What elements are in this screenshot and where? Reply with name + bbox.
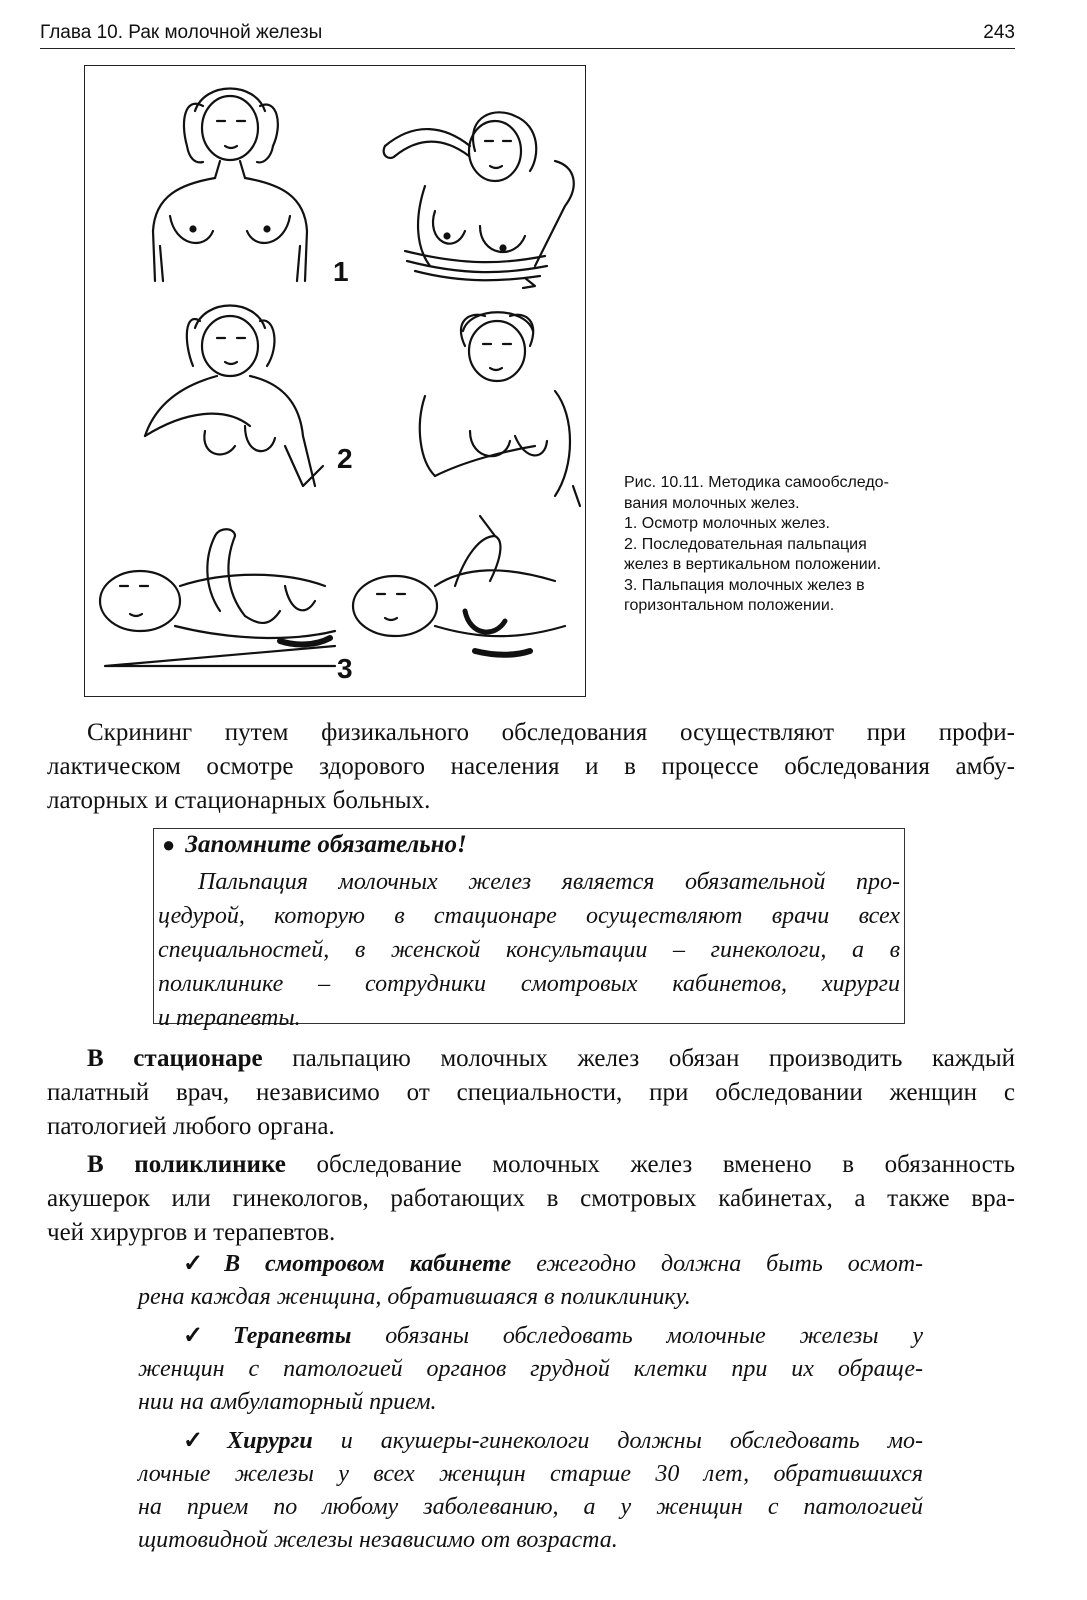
paragraph-hospital bbox=[47, 1042, 1015, 1144]
remember-title bbox=[162, 831, 467, 859]
lead-term: В смотровом кабинете bbox=[224, 1251, 512, 1277]
chapter-title: Глава 10. Рак молочной железы bbox=[40, 22, 323, 43]
checkmark-icon: ✓ bbox=[183, 1428, 226, 1454]
figure-label-3: 3 bbox=[337, 653, 353, 684]
text-fragment: ежегодно должна быть осмот- bbox=[511, 1251, 924, 1277]
text-line bbox=[138, 1425, 923, 1458]
caption-line: вания молочных желез. bbox=[624, 494, 800, 512]
figure-caption bbox=[624, 473, 994, 617]
text-line: акушерок или гинекологов, работающих в смотровых кабинетах, а также вра- bbox=[47, 1185, 1015, 1212]
text-line: и терапевты. bbox=[158, 1005, 301, 1031]
text-line: лочные железы у всех женщин старше 30 лет, обратившихся bbox=[138, 1461, 923, 1487]
text-line: нии на амбулаторный прием. bbox=[138, 1389, 437, 1415]
checklist-item bbox=[138, 1425, 923, 1557]
checkmark-icon: ✓ bbox=[183, 1251, 223, 1277]
text-line: рена каждая женщина, обратившаяся в поликлинику. bbox=[138, 1284, 691, 1310]
lead-term: Терапевты bbox=[232, 1323, 352, 1349]
text-fragment: и акушеры-гинекологи должны обследовать мо- bbox=[312, 1428, 923, 1454]
lead-term: Хирурги bbox=[227, 1428, 313, 1454]
text-line: на прием по любому заболеванию, а у женщин с патологией bbox=[138, 1494, 923, 1520]
caption-line: 3. Пальпация молочных желез в bbox=[624, 576, 865, 594]
text-line bbox=[138, 1320, 923, 1353]
caption-line: желез в вертикальном положении. bbox=[624, 556, 882, 573]
text-line bbox=[47, 1042, 1015, 1076]
caption-line: Рис. 10.11. Методика самообследо- bbox=[624, 474, 889, 491]
woman-palpation-left-drawing bbox=[145, 306, 323, 487]
text-fragment: обязаны обследовать молочные железы у bbox=[351, 1323, 923, 1349]
text-line: Скрининг путем физикального обследования осуществляют при профи- bbox=[87, 719, 1015, 746]
caption-line: 2. Последовательная пальпация bbox=[624, 535, 867, 553]
text-line bbox=[138, 1248, 923, 1281]
figure-label-1: 1 bbox=[333, 256, 349, 287]
woman-lying-right-drawing bbox=[353, 516, 565, 655]
text-line: Пальпация молочных желез является обязательной про- bbox=[198, 869, 900, 895]
figure-label-2: 2 bbox=[337, 443, 353, 474]
checklist-item bbox=[138, 1248, 923, 1314]
text-line: патологией любого органа. bbox=[47, 1113, 335, 1140]
caption-line: горизонтальном положении. bbox=[624, 597, 835, 614]
running-head bbox=[40, 18, 1015, 49]
text-line: цедурой, которую в стационаре осуществляют врачи всех bbox=[158, 903, 900, 929]
figure-illustration bbox=[84, 65, 586, 697]
remember-title-text: Запомните обязательно! bbox=[185, 831, 467, 858]
lead-term: В стационаре bbox=[87, 1045, 263, 1072]
text-line: чей хирургов и терапевтов. bbox=[47, 1219, 336, 1246]
lead-term: В поликлинике bbox=[87, 1151, 286, 1178]
text-line: женщин с патологией органов грудной клетки при их обраще- bbox=[138, 1356, 923, 1382]
checklist bbox=[138, 1248, 923, 1563]
woman-palpation-right-drawing bbox=[420, 312, 580, 506]
page-number: 243 bbox=[983, 22, 1015, 43]
paragraph-screening bbox=[47, 716, 1015, 818]
caption-line: 1. Осмотр молочных желез. bbox=[624, 515, 830, 532]
woman-arms-raised-drawing bbox=[384, 112, 574, 288]
paragraph-polyclinic bbox=[47, 1148, 1015, 1250]
text-line: поликлинике – сотрудники смотровых кабинетов, хирурги bbox=[158, 971, 900, 997]
text-fragment: обследование молочных желез вменено в обязанность bbox=[285, 1151, 1016, 1178]
text-line: латорных и стационарных больных. bbox=[47, 787, 431, 814]
remember-box bbox=[153, 828, 905, 1031]
checkmark-icon: ✓ bbox=[183, 1323, 231, 1349]
woman-standing-front-drawing bbox=[153, 89, 307, 282]
text-line: щитовидной железы независимо от возраста. bbox=[138, 1527, 618, 1553]
checklist-item bbox=[138, 1320, 923, 1419]
remember-text bbox=[158, 865, 900, 1035]
bullet-icon: ● bbox=[162, 832, 176, 857]
text-fragment: пальпацию молочных желез обязан производить каждый bbox=[262, 1045, 1016, 1072]
text-line bbox=[47, 1148, 1015, 1182]
text-line: специальностей, в женской консультации – гинекологи, а в bbox=[158, 937, 900, 963]
text-line: лактическом осмотре здорового населения и в процессе обследования амбу- bbox=[47, 753, 1015, 780]
woman-lying-left-drawing bbox=[100, 529, 335, 666]
text-line: палатный врач, независимо от специальности, при обследовании женщин с bbox=[47, 1079, 1015, 1106]
